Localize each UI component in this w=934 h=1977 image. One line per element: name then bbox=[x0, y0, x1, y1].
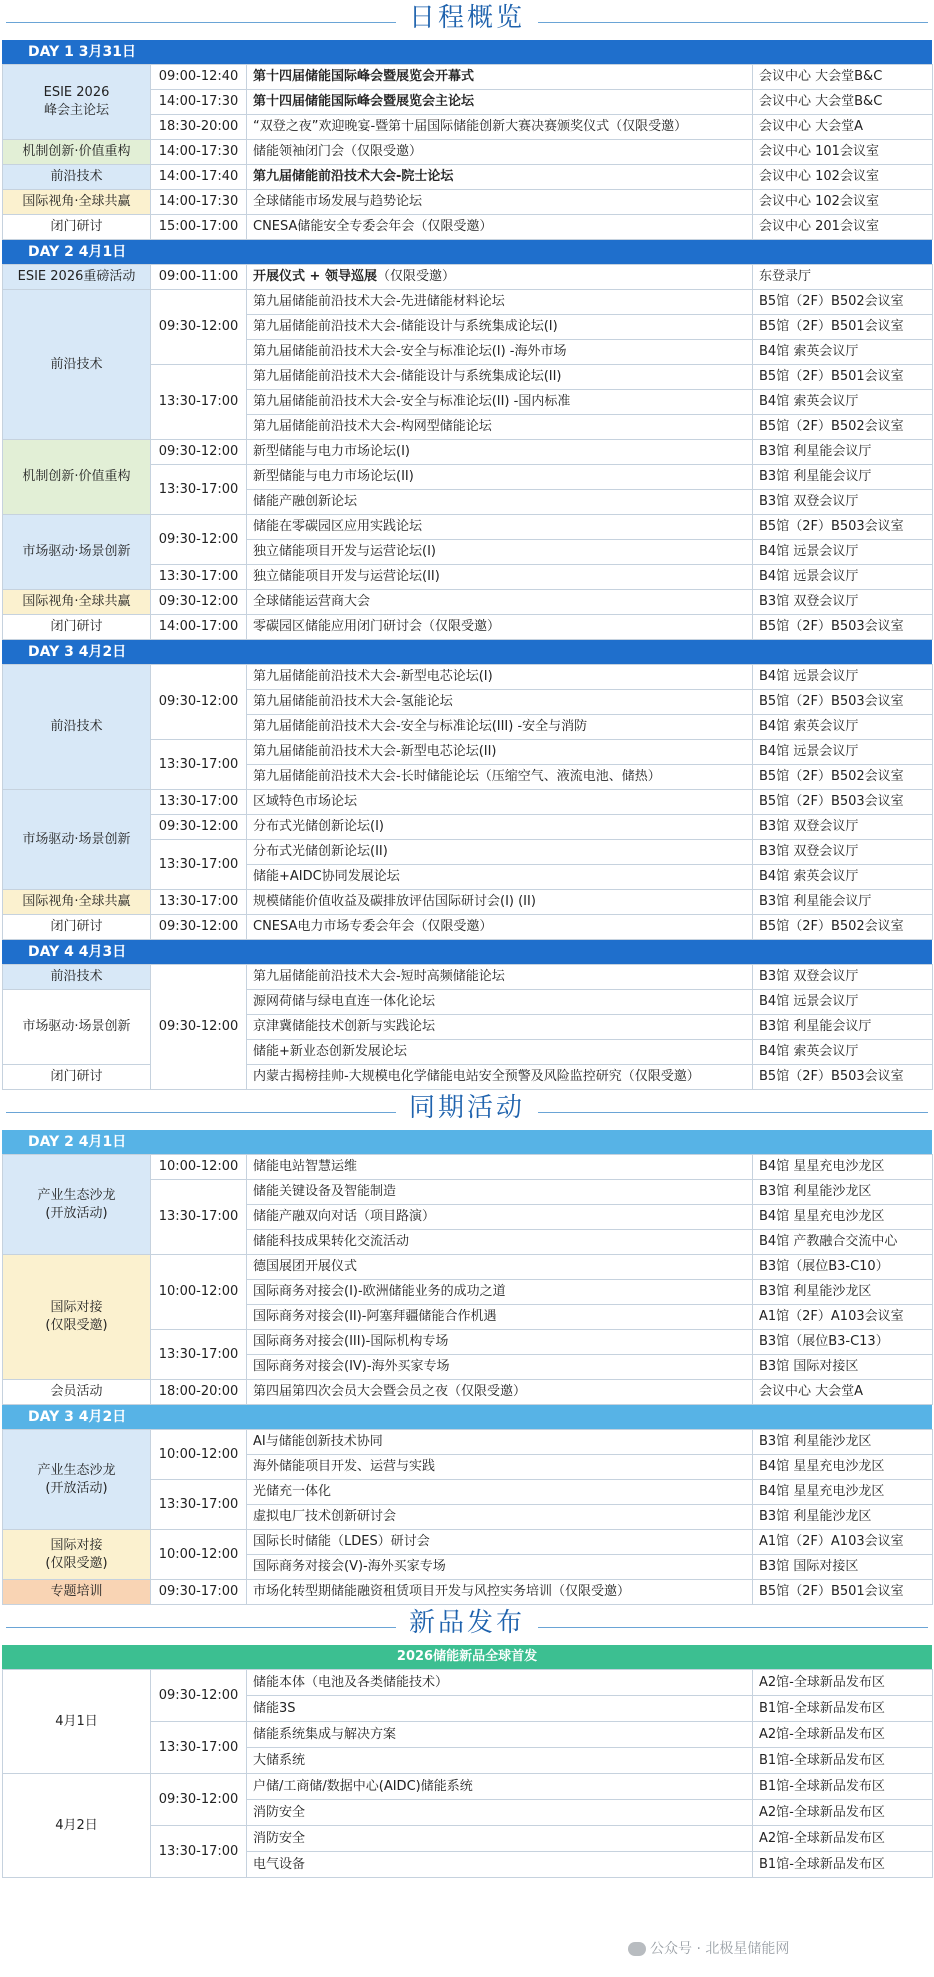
concurrent-title-text: 同期活动 bbox=[408, 1093, 525, 1123]
day-banner: DAY 3 4月2日 bbox=[2, 1405, 932, 1429]
time-cell: 09:30-12:00 bbox=[151, 815, 247, 840]
category-cell: 闭门研讨 bbox=[3, 615, 151, 640]
venue-cell: 会议中心 102会议室 bbox=[753, 165, 933, 190]
event-cell: 分布式光储创新论坛(II) bbox=[247, 840, 753, 865]
category-cell: 会员活动 bbox=[3, 1380, 151, 1405]
event-cell: 第九届储能前沿技术大会-安全与标准论坛(II) -国内标准 bbox=[247, 390, 753, 415]
venue-cell: B4馆 远景会议厅 bbox=[753, 565, 933, 590]
category-cell: 市场驱动·场景创新 bbox=[3, 790, 151, 890]
category-cell: 机制创新·价值重构 bbox=[3, 440, 151, 515]
concurrent-table bbox=[2, 1154, 933, 1405]
event-cell: 第四届第四次会员大会暨会员之夜（仅限受邀） bbox=[247, 1380, 753, 1405]
venue-cell: B3馆 利星能沙龙区 bbox=[753, 1280, 933, 1305]
launch-banner: 2026储能新品全球首发 bbox=[2, 1645, 932, 1669]
venue-cell: A1馆（2F）A103会议室 bbox=[753, 1530, 933, 1555]
table-row bbox=[3, 1430, 933, 1455]
venue-cell: B1馆-全球新品发布区 bbox=[753, 1774, 933, 1800]
time-cell: 13:30-17:00 bbox=[151, 1330, 247, 1380]
event-cell: 第九届储能前沿技术大会-氢能论坛 bbox=[247, 690, 753, 715]
time-cell: 18:00-20:00 bbox=[151, 1380, 247, 1405]
event-cell: 第九届储能前沿技术大会-短时高频储能论坛 bbox=[247, 965, 753, 990]
time-cell: 09:30-12:00 bbox=[151, 440, 247, 465]
venue-cell: B3馆 利星能沙龙区 bbox=[753, 1505, 933, 1530]
time-cell: 09:30-12:00 bbox=[151, 1774, 247, 1826]
event-cell: 消防安全 bbox=[247, 1800, 753, 1826]
table-row bbox=[3, 1530, 933, 1555]
time-cell: 10:00-12:00 bbox=[151, 1255, 247, 1330]
event-cell: 第九届储能前沿技术大会-新型电芯论坛(II) bbox=[247, 740, 753, 765]
event-cell: CNESA电力市场专委会年会（仅限受邀） bbox=[247, 915, 753, 940]
venue-cell: 会议中心 大会堂B&C bbox=[753, 65, 933, 90]
event-cell: 国际商务对接会(IV)-海外买家专场 bbox=[247, 1355, 753, 1380]
venue-cell: B5馆（2F）B502会议室 bbox=[753, 415, 933, 440]
table-row bbox=[3, 290, 933, 315]
venue-cell: B5馆（2F）B503会议室 bbox=[753, 690, 933, 715]
venue-cell: B3馆 利星能沙龙区 bbox=[753, 1180, 933, 1205]
event-cell: 分布式光储创新论坛(I) bbox=[247, 815, 753, 840]
time-cell: 13:30-17:00 bbox=[151, 790, 247, 815]
event-cell: 储能产融创新论坛 bbox=[247, 490, 753, 515]
category-cell: 闭门研讨 bbox=[3, 915, 151, 940]
event-cell: 第九届储能前沿技术大会-构网型储能论坛 bbox=[247, 415, 753, 440]
time-cell: 14:00-17:40 bbox=[151, 165, 247, 190]
event-cell: 储能3S bbox=[247, 1696, 753, 1722]
venue-cell: B1馆-全球新品发布区 bbox=[753, 1852, 933, 1878]
time-cell: 09:30-12:00 bbox=[151, 590, 247, 615]
venue-cell: B4馆 星星充电沙龙区 bbox=[753, 1205, 933, 1230]
table-row bbox=[3, 1580, 933, 1605]
venue-cell: B5馆（2F）B502会议室 bbox=[753, 765, 933, 790]
time-cell: 09:30-12:00 bbox=[151, 515, 247, 565]
venue-cell: B3馆 利星能会议厅 bbox=[753, 890, 933, 915]
event-cell: 光储充一体化 bbox=[247, 1480, 753, 1505]
event-cell: 虚拟电厂技术创新研讨会 bbox=[247, 1505, 753, 1530]
event-cell: 第九届储能前沿技术大会-安全与标准论坛(I) -海外市场 bbox=[247, 340, 753, 365]
time-cell: 09:30-12:00 bbox=[151, 665, 247, 740]
venue-cell: B4馆 索英会议厅 bbox=[753, 865, 933, 890]
venue-cell: B3馆 利星能沙龙区 bbox=[753, 1430, 933, 1455]
table-row bbox=[3, 1155, 933, 1180]
category-cell: 4月2日 bbox=[3, 1774, 151, 1878]
time-cell: 10:00-12:00 bbox=[151, 1155, 247, 1180]
event-cell: 德国展团开展仪式 bbox=[247, 1255, 753, 1280]
event-cell: 区域特色市场论坛 bbox=[247, 790, 753, 815]
venue-cell: B3馆 利星能会议厅 bbox=[753, 465, 933, 490]
table-row bbox=[3, 515, 933, 540]
table-row bbox=[3, 965, 933, 990]
venue-cell: B5馆（2F）B502会议室 bbox=[753, 290, 933, 315]
day-banner: DAY 1 3月31日 bbox=[2, 40, 932, 64]
category-cell: 前沿技术 bbox=[3, 165, 151, 190]
time-cell: 09:30-17:00 bbox=[151, 1580, 247, 1605]
venue-cell: 会议中心 大会堂A bbox=[753, 1380, 933, 1405]
table-row bbox=[3, 1774, 933, 1800]
table-row bbox=[3, 1670, 933, 1696]
event-cell: 储能关键设备及智能制造 bbox=[247, 1180, 753, 1205]
event-cell: CNESA储能安全专委会年会（仅限受邀） bbox=[247, 215, 753, 240]
day-banner: DAY 2 4月1日 bbox=[2, 240, 932, 264]
event-cell: 新型储能与电力市场论坛(II) bbox=[247, 465, 753, 490]
event-cell: 储能领袖闭门会（仅限受邀） bbox=[247, 140, 753, 165]
time-cell: 13:30-17:00 bbox=[151, 840, 247, 890]
venue-cell: B3馆 双登会议厅 bbox=[753, 840, 933, 865]
event-cell: 开展仪式 + 领导巡展（仅限受邀） bbox=[247, 265, 753, 290]
time-cell: 18:30-20:00 bbox=[151, 115, 247, 140]
event-cell: 第九届储能前沿技术大会-储能设计与系统集成论坛(I) bbox=[247, 315, 753, 340]
category-cell: 4月1日 bbox=[3, 1670, 151, 1774]
time-cell: 09:00-12:40 bbox=[151, 65, 247, 90]
day-banner: DAY 3 4月2日 bbox=[2, 640, 932, 664]
event-cell: 户储/工商储/数据中心(AIDC)储能系统 bbox=[247, 1774, 753, 1800]
day-schedule-table bbox=[2, 264, 933, 640]
time-cell: 13:30-17:00 bbox=[151, 465, 247, 515]
venue-cell: B1馆-全球新品发布区 bbox=[753, 1696, 933, 1722]
time-cell: 13:30-17:00 bbox=[151, 1480, 247, 1530]
day-schedule-table bbox=[2, 64, 933, 240]
launch-title-text: 新品发布 bbox=[408, 1608, 525, 1638]
venue-cell: B3馆（展位B3-C13） bbox=[753, 1330, 933, 1355]
time-cell: 14:00-17:00 bbox=[151, 615, 247, 640]
day-schedule-table bbox=[2, 964, 933, 1090]
time-cell: 14:00-17:30 bbox=[151, 190, 247, 215]
event-cell: 第九届储能前沿技术大会-新型电芯论坛(I) bbox=[247, 665, 753, 690]
category-cell: 国际视角·全球共赢 bbox=[3, 190, 151, 215]
venue-cell: B4馆 远景会议厅 bbox=[753, 740, 933, 765]
event-cell: 国际商务对接会(III)-国际机构专场 bbox=[247, 1330, 753, 1355]
event-cell: 第十四届储能国际峰会暨展览会主论坛 bbox=[247, 90, 753, 115]
venue-cell: A2馆-全球新品发布区 bbox=[753, 1800, 933, 1826]
table-row bbox=[3, 440, 933, 465]
time-cell: 13:30-17:00 bbox=[151, 890, 247, 915]
time-cell: 13:30-17:00 bbox=[151, 1722, 247, 1774]
category-cell: 专题培训 bbox=[3, 1580, 151, 1605]
category-cell: 产业生态沙龙 (开放活动) bbox=[3, 1155, 151, 1255]
venue-cell: B4馆 星星充电沙龙区 bbox=[753, 1480, 933, 1505]
table-row bbox=[3, 65, 933, 90]
table-row bbox=[3, 590, 933, 615]
table-row bbox=[3, 1255, 933, 1280]
table-row bbox=[3, 890, 933, 915]
category-cell: 国际视角·全球共赢 bbox=[3, 590, 151, 615]
event-cell: 国际商务对接会(II)-阿塞拜疆储能合作机遇 bbox=[247, 1305, 753, 1330]
venue-cell: B3馆 利星能会议厅 bbox=[753, 1015, 933, 1040]
venue-cell: B1馆-全球新品发布区 bbox=[753, 1748, 933, 1774]
event-cell: 零碳园区储能应用闭门研讨会（仅限受邀） bbox=[247, 615, 753, 640]
event-cell: 京津冀储能技术创新与实践论坛 bbox=[247, 1015, 753, 1040]
time-cell: 10:00-12:00 bbox=[151, 1430, 247, 1480]
venue-cell: B5馆（2F）B501会议室 bbox=[753, 365, 933, 390]
event-cell: 储能产融双向对话（项目路演） bbox=[247, 1205, 753, 1230]
event-cell: 新型储能与电力市场论坛(I) bbox=[247, 440, 753, 465]
event-cell: AI与储能创新技术协同 bbox=[247, 1430, 753, 1455]
concurrent-title bbox=[0, 1090, 934, 1130]
table-row bbox=[3, 1380, 933, 1405]
day-banner: DAY 2 4月1日 bbox=[2, 1130, 932, 1154]
watermark-text: 公众号 · 北极星储能网 bbox=[650, 1941, 790, 1957]
table-row bbox=[3, 615, 933, 640]
launch-title bbox=[0, 1605, 934, 1645]
event-cell: 储能在零碳园区应用实践论坛 bbox=[247, 515, 753, 540]
event-cell: 内蒙古揭榜挂帅-大规模电化学储能电站安全预警及风险监控研究（仅限受邀） bbox=[247, 1065, 753, 1090]
concurrent-table bbox=[2, 1429, 933, 1605]
venue-cell: B4馆 远景会议厅 bbox=[753, 540, 933, 565]
venue-cell: B3馆（展位B3-C10） bbox=[753, 1255, 933, 1280]
venue-cell: 会议中心 大会堂A bbox=[753, 115, 933, 140]
table-row bbox=[3, 915, 933, 940]
event-cell: 国际商务对接会(I)-欧洲储能业务的成功之道 bbox=[247, 1280, 753, 1305]
event-cell: 海外储能项目开发、运营与实践 bbox=[247, 1455, 753, 1480]
category-cell: 国际视角·全球共赢 bbox=[3, 890, 151, 915]
time-cell: 13:30-17:00 bbox=[151, 1180, 247, 1255]
category-cell: ESIE 2026重磅活动 bbox=[3, 265, 151, 290]
launch-table bbox=[2, 1669, 933, 1878]
event-cell: 第九届储能前沿技术大会-先进储能材料论坛 bbox=[247, 290, 753, 315]
time-cell: 09:00-11:00 bbox=[151, 265, 247, 290]
time-cell: 09:30-12:00 bbox=[151, 915, 247, 940]
time-cell: 13:30-17:00 bbox=[151, 1826, 247, 1878]
venue-cell: B4馆 星星充电沙龙区 bbox=[753, 1455, 933, 1480]
category-cell: 闭门研讨 bbox=[3, 215, 151, 240]
event-cell: 第十四届储能国际峰会暨展览会开幕式 bbox=[247, 65, 753, 90]
time-cell: 闭门研讨 bbox=[3, 1065, 151, 1090]
watermark bbox=[628, 1938, 789, 1958]
venue-cell: B5馆（2F）B502会议室 bbox=[753, 915, 933, 940]
time-cell: 13:30-17:00 bbox=[151, 565, 247, 590]
schedule-title-text: 日程概览 bbox=[408, 3, 525, 33]
event-cell: 储能+新业态创新发展论坛 bbox=[247, 1040, 753, 1065]
day-banner: DAY 4 4月3日 bbox=[2, 940, 932, 964]
time-cell: 市场驱动·场景创新 bbox=[3, 990, 151, 1065]
event-cell: 第九届储能前沿技术大会-长时储能论坛（压缩空气、液流电池、储热） bbox=[247, 765, 753, 790]
time-cell: 13:30-17:00 bbox=[151, 740, 247, 790]
time-cell: 09:30-12:00 bbox=[151, 290, 247, 365]
event-cell: 消防安全 bbox=[247, 1826, 753, 1852]
event-cell: 储能+AIDC协同发展论坛 bbox=[247, 865, 753, 890]
venue-cell: B5馆（2F）B503会议室 bbox=[753, 515, 933, 540]
table-row bbox=[3, 990, 933, 1015]
time-cell: 14:00-17:30 bbox=[151, 90, 247, 115]
venue-cell: B4馆 远景会议厅 bbox=[753, 990, 933, 1015]
category-cell: 机制创新·价值重构 bbox=[3, 140, 151, 165]
venue-cell: B3馆 国际对接区 bbox=[753, 1355, 933, 1380]
category-cell: 市场驱动·场景创新 bbox=[3, 515, 151, 590]
table-row bbox=[3, 165, 933, 190]
time-cell: 09:30-12:00 bbox=[151, 965, 247, 1090]
venue-cell: B4馆 星星充电沙龙区 bbox=[753, 1155, 933, 1180]
venue-cell: B5馆（2F）B503会议室 bbox=[753, 1065, 933, 1090]
time-cell: 10:00-12:00 bbox=[151, 1530, 247, 1580]
venue-cell: B3馆 双登会议厅 bbox=[753, 815, 933, 840]
event-cell: 国际长时储能（LDES）研讨会 bbox=[247, 1530, 753, 1555]
event-cell: 源网荷储与绿电直连一体化论坛 bbox=[247, 990, 753, 1015]
table-row bbox=[3, 215, 933, 240]
venue-cell: B3馆 双登会议厅 bbox=[753, 965, 933, 990]
event-cell: 全球储能市场发展与趋势论坛 bbox=[247, 190, 753, 215]
venue-cell: B5馆（2F）B503会议室 bbox=[753, 790, 933, 815]
venue-cell: B3馆 双登会议厅 bbox=[753, 490, 933, 515]
category-cell: 前沿技术 bbox=[3, 965, 151, 990]
table-row bbox=[3, 1065, 933, 1090]
table-row bbox=[3, 265, 933, 290]
time-cell: 09:30-12:00 bbox=[151, 1670, 247, 1722]
event-cell: 储能电站智慧运维 bbox=[247, 1155, 753, 1180]
day-schedule-table bbox=[2, 664, 933, 940]
venue-cell: B4馆 产教融合交流中心 bbox=[753, 1230, 933, 1255]
event-cell: 全球储能运营商大会 bbox=[247, 590, 753, 615]
category-cell: 产业生态沙龙 (开放活动) bbox=[3, 1430, 151, 1530]
venue-cell: A2馆-全球新品发布区 bbox=[753, 1826, 933, 1852]
event-cell: 独立储能项目开发与运营论坛(I) bbox=[247, 540, 753, 565]
event-cell: 第九届储能前沿技术大会-安全与标准论坛(III) -安全与消防 bbox=[247, 715, 753, 740]
venue-cell: B3馆 利星能会议厅 bbox=[753, 440, 933, 465]
venue-cell: 东登录厅 bbox=[753, 265, 933, 290]
table-row bbox=[3, 140, 933, 165]
time-cell: 15:00-17:00 bbox=[151, 215, 247, 240]
venue-cell: B5馆（2F）B501会议室 bbox=[753, 315, 933, 340]
event-cell: 第九届储能前沿技术大会-院士论坛 bbox=[247, 165, 753, 190]
category-cell: 国际对接 (仅限受邀) bbox=[3, 1255, 151, 1380]
venue-cell: 会议中心 101会议室 bbox=[753, 140, 933, 165]
venue-cell: B3馆 双登会议厅 bbox=[753, 590, 933, 615]
category-cell: 国际对接 (仅限受邀) bbox=[3, 1530, 151, 1580]
venue-cell: A1馆（2F）A103会议室 bbox=[753, 1305, 933, 1330]
category-cell: ESIE 2026 峰会主论坛 bbox=[3, 65, 151, 140]
table-row bbox=[3, 665, 933, 690]
time-cell: 13:30-17:00 bbox=[151, 365, 247, 440]
event-cell: 市场化转型期储能融资租赁项目开发与风控实务培训（仅限受邀） bbox=[247, 1580, 753, 1605]
table-row bbox=[3, 190, 933, 215]
venue-cell: B4馆 索英会议厅 bbox=[753, 715, 933, 740]
event-cell: 储能科技成果转化交流活动 bbox=[247, 1230, 753, 1255]
event-cell: 电气设备 bbox=[247, 1852, 753, 1878]
venue-cell: B4馆 索英会议厅 bbox=[753, 340, 933, 365]
event-cell: 储能本体（电池及各类储能技术） bbox=[247, 1670, 753, 1696]
venue-cell: 会议中心 102会议室 bbox=[753, 190, 933, 215]
event-cell: 规模储能价值收益及碳排放评估国际研讨会(I) (II) bbox=[247, 890, 753, 915]
venue-cell: A2馆-全球新品发布区 bbox=[753, 1670, 933, 1696]
category-cell: 前沿技术 bbox=[3, 665, 151, 790]
event-cell: 大储系统 bbox=[247, 1748, 753, 1774]
venue-cell: B5馆（2F）B501会议室 bbox=[753, 1580, 933, 1605]
category-cell: 前沿技术 bbox=[3, 290, 151, 440]
event-cell: 独立储能项目开发与运营论坛(II) bbox=[247, 565, 753, 590]
table-row bbox=[3, 790, 933, 815]
venue-cell: B4馆 索英会议厅 bbox=[753, 390, 933, 415]
wechat-icon bbox=[628, 1942, 646, 1956]
venue-cell: 会议中心 201会议室 bbox=[753, 215, 933, 240]
event-cell: “双登之夜”欢迎晚宴-暨第十届国际储能创新大赛决赛颁奖仪式（仅限受邀） bbox=[247, 115, 753, 140]
time-cell: 14:00-17:30 bbox=[151, 140, 247, 165]
schedule-title bbox=[0, 0, 934, 40]
venue-cell: B4馆 索英会议厅 bbox=[753, 1040, 933, 1065]
event-cell: 国际商务对接会(V)-海外买家专场 bbox=[247, 1555, 753, 1580]
event-cell: 储能系统集成与解决方案 bbox=[247, 1722, 753, 1748]
venue-cell: B4馆 远景会议厅 bbox=[753, 665, 933, 690]
venue-cell: B3馆 国际对接区 bbox=[753, 1555, 933, 1580]
venue-cell: 会议中心 大会堂B&C bbox=[753, 90, 933, 115]
event-cell: 第九届储能前沿技术大会-储能设计与系统集成论坛(II) bbox=[247, 365, 753, 390]
venue-cell: A2馆-全球新品发布区 bbox=[753, 1722, 933, 1748]
venue-cell: B5馆（2F）B503会议室 bbox=[753, 615, 933, 640]
